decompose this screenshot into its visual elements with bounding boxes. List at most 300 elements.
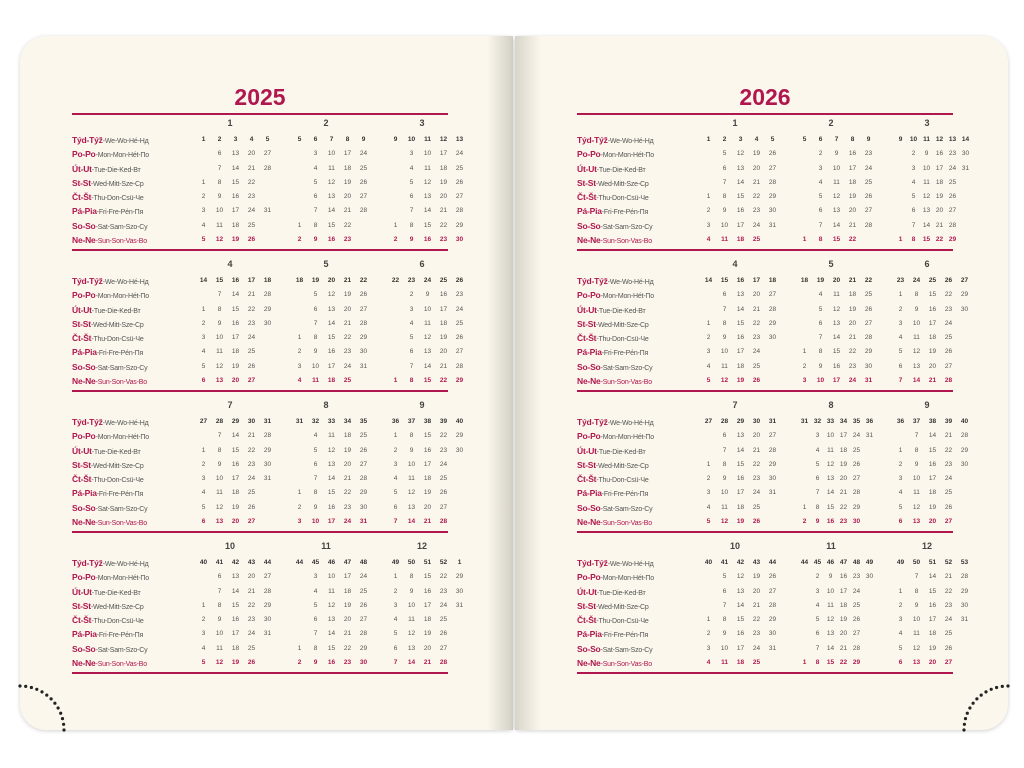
weekday-label <box>72 204 184 218</box>
day-cell: 12 <box>826 460 835 468</box>
day-cell: 19 <box>752 150 761 158</box>
day-cell <box>453 472 466 486</box>
day-cell: 6 <box>815 475 820 483</box>
day-cell: 26 <box>247 236 256 244</box>
weekday-label-primary: Po-Po <box>577 290 601 301</box>
day-cell: 20 <box>752 291 761 299</box>
weekday-label <box>72 345 184 359</box>
day-cell: 8 <box>914 587 919 595</box>
day-cell: 28 <box>944 377 953 385</box>
weekday-label-translations: -Thu-Don-Csü-Че <box>596 618 649 626</box>
week-number: 25 <box>439 277 448 284</box>
weekday-label-translations: -Thu-Don-Csü-Че <box>596 477 649 485</box>
month-number: 5 <box>323 259 329 269</box>
day-cell: 7 <box>217 587 222 595</box>
day-cell: 5 <box>201 659 206 667</box>
corner-dot <box>53 702 56 705</box>
day-cell: 29 <box>455 377 464 385</box>
week-number: 45 <box>311 559 320 566</box>
day-cell: 2 <box>706 630 711 638</box>
weekday-label-translations: -Tue-Die-Ked-Вт <box>596 448 646 456</box>
quarter-4 <box>577 538 969 679</box>
day-cell: 25 <box>359 432 368 440</box>
week-number: 32 <box>311 418 320 425</box>
day-cell: 3 <box>706 489 711 497</box>
weekday-label-translations: -Sun-Son-Vas-Во <box>95 379 147 387</box>
weekday-label-translations: -Fri-Fre-Pén-Пя <box>96 491 144 499</box>
day-cell: 1 <box>898 587 903 595</box>
day-cell <box>958 345 971 359</box>
day-cell <box>293 317 306 331</box>
day-cell: 17 <box>343 573 352 581</box>
day-cell: 22 <box>247 446 256 454</box>
day-cell: 3 <box>706 221 711 229</box>
day-cell: 13 <box>826 630 835 638</box>
day-cell: 26 <box>439 630 448 638</box>
day-cell: 18 <box>848 178 857 186</box>
week-number: 27 <box>960 277 969 284</box>
day-cell: 28 <box>439 659 448 667</box>
weekday-label-translations: -Tue-Die-Ked-Вт <box>596 307 646 315</box>
week-number: 44 <box>800 559 809 566</box>
day-cell: 21 <box>944 573 953 581</box>
day-cell: 17 <box>736 348 745 356</box>
day-cell: 21 <box>423 518 432 526</box>
day-cell: 14 <box>922 221 931 229</box>
day-cell: 10 <box>912 616 921 624</box>
day-cell: 18 <box>848 291 857 299</box>
day-cell: 21 <box>247 587 256 595</box>
day-cell: 31 <box>865 432 874 440</box>
day-cell: 8 <box>722 319 727 327</box>
day-cell: 5 <box>815 616 820 624</box>
day-cell: 8 <box>818 236 823 244</box>
day-cell <box>799 444 810 458</box>
day-cell <box>766 515 779 529</box>
week-number: 26 <box>944 277 953 284</box>
day-cell: 3 <box>409 150 414 158</box>
day-cell: 18 <box>423 475 432 483</box>
day-cell: 25 <box>359 587 368 595</box>
week-number: 51 <box>423 559 432 566</box>
weekday-label-primary: St-St <box>577 600 596 611</box>
day-cell: 6 <box>815 630 820 638</box>
day-cell <box>293 458 306 472</box>
day-cell: 13 <box>912 518 921 526</box>
week-number: 31 <box>800 418 809 425</box>
week-number: 18 <box>295 277 304 284</box>
day-cell: 8 <box>815 503 820 511</box>
day-cell: 9 <box>722 630 727 638</box>
day-cell <box>702 147 715 161</box>
day-cell: 25 <box>752 236 761 244</box>
day-cell: 16 <box>231 460 240 468</box>
day-cell: 25 <box>852 446 861 454</box>
week-number: 3 <box>233 136 238 143</box>
day-cell: 23 <box>752 475 761 483</box>
day-cell: 24 <box>948 164 957 172</box>
day-cell: 28 <box>864 221 873 229</box>
day-cell: 21 <box>343 475 352 483</box>
week-number: 47 <box>343 559 352 566</box>
day-cell: 26 <box>247 362 256 370</box>
day-cell <box>702 599 715 613</box>
day-cell: 23 <box>752 207 761 215</box>
weekday-label-translations: -Sat-Sam-Szo-Су <box>600 223 653 231</box>
year-block-1 <box>577 84 970 679</box>
weekday-label-translations: -Fri-Fre-Pén-Пя <box>601 350 649 358</box>
day-cell: 14 <box>231 291 240 299</box>
day-cell <box>702 444 715 458</box>
weekday-label-translations: -Thu-Don-Csü-Че <box>91 618 144 626</box>
day-cell: 13 <box>327 193 336 201</box>
day-cell: 22 <box>439 221 448 229</box>
day-cell: 20 <box>343 616 352 624</box>
day-cell: 20 <box>839 475 848 483</box>
day-cell: 26 <box>864 193 873 201</box>
day-cell: 13 <box>912 659 921 667</box>
weekday-label <box>577 190 689 204</box>
day-cell: 28 <box>960 432 969 440</box>
day-cell: 21 <box>343 319 352 327</box>
day-cell: 5 <box>898 503 903 511</box>
weekday-label <box>577 331 689 345</box>
day-cell: 18 <box>736 659 745 667</box>
quarter-3 <box>72 397 464 538</box>
day-cell: 2 <box>393 587 398 595</box>
day-cell: 11 <box>312 377 319 385</box>
day-cell: 19 <box>736 518 745 526</box>
day-cell: 3 <box>818 164 823 172</box>
day-cell: 25 <box>852 601 861 609</box>
day-cell: 28 <box>768 178 777 186</box>
day-cell <box>261 190 274 204</box>
day-grid <box>274 133 370 247</box>
day-cell: 18 <box>736 236 745 244</box>
day-cell <box>197 429 210 443</box>
month-number: 6 <box>419 259 425 269</box>
week-number: 4 <box>249 136 254 143</box>
day-cell: 22 <box>343 644 352 652</box>
day-cell: 2 <box>911 150 916 158</box>
week-number: 32 <box>813 418 822 425</box>
day-cell: 20 <box>423 644 432 652</box>
week-number: 44 <box>295 559 304 566</box>
day-cell: 7 <box>722 446 727 454</box>
day-cell: 2 <box>201 319 206 327</box>
day-cell: 13 <box>922 207 931 215</box>
weekday-label-translations: -Thu-Don-Csü-Че <box>91 336 144 344</box>
day-cell: 15 <box>928 446 937 454</box>
day-cell: 5 <box>722 573 727 581</box>
day-cell: 4 <box>706 503 711 511</box>
day-cell <box>958 374 971 388</box>
day-cell: 19 <box>928 644 937 652</box>
day-cell: 10 <box>423 305 432 313</box>
day-cell: 19 <box>752 573 761 581</box>
day-cell <box>197 570 210 584</box>
day-cell: 30 <box>455 236 464 244</box>
day-cell: 25 <box>439 475 448 483</box>
day-cell: 1 <box>706 193 711 201</box>
weekday-label-primary: Pá-Pia <box>577 206 602 217</box>
day-cell <box>799 429 810 443</box>
month-number: 3 <box>924 118 930 128</box>
week-number: 39 <box>944 418 953 425</box>
day-cell: 25 <box>439 616 448 624</box>
weekday-label-primary: Ne-Ne <box>577 658 601 669</box>
day-cell: 2 <box>802 362 807 370</box>
day-cell <box>389 162 402 176</box>
day-cell: 28 <box>768 446 777 454</box>
day-cell: 12 <box>832 193 841 201</box>
day-cell: 25 <box>455 164 464 172</box>
day-cell <box>958 472 971 486</box>
day-cell: 12 <box>912 644 921 652</box>
corner-dot <box>35 688 38 691</box>
weekday-label-primary: Čt-Št <box>72 192 92 203</box>
day-cell: 4 <box>313 587 318 595</box>
day-cell: 17 <box>736 489 745 497</box>
weekday-label-translations: -Mon-Mon-Hét-По <box>600 575 654 583</box>
day-cell: 11 <box>216 221 223 229</box>
day-cell <box>293 176 306 190</box>
day-cell: 9 <box>217 319 222 327</box>
day-cell: 15 <box>423 432 432 440</box>
day-cell: 29 <box>864 348 873 356</box>
day-cell: 22 <box>848 236 857 244</box>
day-cell <box>864 515 875 529</box>
weekday-label-primary: Čt-Št <box>72 333 92 344</box>
day-cell: 25 <box>864 291 873 299</box>
weekday-label <box>577 162 689 176</box>
quarter-2 <box>72 256 464 397</box>
day-cell: 28 <box>359 475 368 483</box>
day-cell: 21 <box>839 644 848 652</box>
day-grid <box>683 556 779 670</box>
day-cell: 23 <box>343 659 352 667</box>
day-cell: 28 <box>359 630 368 638</box>
day-cell: 21 <box>944 432 953 440</box>
day-cell <box>357 219 370 233</box>
day-cell: 30 <box>359 348 368 356</box>
day-cell: 21 <box>752 446 761 454</box>
day-cell: 14 <box>736 178 745 186</box>
weekday-label <box>577 570 689 584</box>
month-number: 11 <box>826 541 836 551</box>
day-cell: 14 <box>231 164 240 172</box>
month-10 <box>178 538 274 670</box>
month-5 <box>274 256 370 388</box>
day-cell <box>798 288 811 302</box>
weekday-label-primary: Týd-Týž <box>72 558 103 568</box>
day-cell: 3 <box>201 334 206 342</box>
week-number: 52 <box>944 559 953 566</box>
day-cell: 9 <box>818 362 823 370</box>
day-cell: 2 <box>898 601 903 609</box>
day-cell: 15 <box>832 236 841 244</box>
weekday-label-translations: -Sat-Sam-Szo-Су <box>95 646 148 654</box>
weekday-label-translations: -Mon-Mon-Hét-По <box>95 293 149 301</box>
day-cell: 10 <box>311 518 320 526</box>
day-cell: 14 <box>736 305 745 313</box>
corner-dot <box>972 702 975 705</box>
day-cell: 15 <box>231 178 240 186</box>
day-cell: 19 <box>439 334 448 342</box>
day-cell: 9 <box>722 207 727 215</box>
weekday-label-translations: -We-Wo-Hé-Нд <box>102 138 149 145</box>
day-cell: 5 <box>898 348 903 356</box>
day-cell: 25 <box>343 377 352 385</box>
day-cell: 4 <box>706 362 711 370</box>
weekday-label <box>577 288 689 302</box>
weekday-label <box>577 585 689 599</box>
week-number: 25 <box>928 277 937 284</box>
day-cell: 11 <box>827 446 834 454</box>
day-cell: 27 <box>439 503 448 511</box>
day-cell: 3 <box>297 518 302 526</box>
week-number: 8 <box>345 136 350 143</box>
weekday-label-primary: Po-Po <box>577 149 601 160</box>
day-cell: 2 <box>706 207 711 215</box>
day-cell: 15 <box>736 460 745 468</box>
day-cell <box>293 190 306 204</box>
weekday-label-translations: -Wed-Mitt-Sze-Ср <box>595 321 649 329</box>
day-grid <box>683 274 779 388</box>
day-cell: 18 <box>736 503 745 511</box>
day-cell: 18 <box>928 630 937 638</box>
day-cell: 30 <box>960 601 969 609</box>
week-number: 18 <box>263 277 272 284</box>
day-cell: 17 <box>928 616 937 624</box>
day-cell: 6 <box>722 587 727 595</box>
weekday-label-translations: -We-Wo-Hé-Нд <box>607 138 654 145</box>
quarter-3 <box>577 397 969 538</box>
corner-dots-decoration <box>954 676 1014 736</box>
right-page <box>515 36 1008 730</box>
day-grid <box>875 133 971 247</box>
week-number: 44 <box>263 559 272 566</box>
day-cell: 20 <box>848 319 857 327</box>
weekday-label <box>577 147 689 161</box>
week-number: 10 <box>407 136 416 143</box>
day-cell <box>389 288 402 302</box>
day-cell: 3 <box>706 644 711 652</box>
day-cell: 6 <box>313 193 318 201</box>
day-cell: 3 <box>898 319 903 327</box>
day-cell: 17 <box>439 150 448 158</box>
month-number: 12 <box>416 541 427 551</box>
day-cell: 6 <box>217 150 222 158</box>
day-cell: 9 <box>914 305 919 313</box>
day-cell: 26 <box>944 348 953 356</box>
day-cell: 19 <box>848 193 857 201</box>
corner-dot <box>62 728 65 731</box>
weekday-label-translations: -Wed-Mitt-Sze-Ср <box>595 180 649 188</box>
day-cell: 28 <box>455 207 464 215</box>
day-cell <box>261 219 274 233</box>
day-cell: 7 <box>217 291 222 299</box>
week-number: 29 <box>736 418 745 425</box>
day-cell <box>389 331 402 345</box>
day-cell: 26 <box>864 305 873 313</box>
month-6 <box>875 256 971 388</box>
weekday-label-primary: So-So <box>72 643 96 654</box>
day-cell: 12 <box>215 362 224 370</box>
day-cell: 31 <box>263 630 272 638</box>
day-cell: 30 <box>768 207 777 215</box>
week-number: 15 <box>720 277 729 284</box>
day-cell <box>798 190 811 204</box>
week-number: 40 <box>704 559 713 566</box>
weekday-label <box>72 556 184 570</box>
day-cell: 11 <box>408 616 415 624</box>
day-cell: 13 <box>832 319 841 327</box>
day-cell: 19 <box>928 348 937 356</box>
week-number: 10 <box>909 136 918 143</box>
weekday-label <box>577 415 689 429</box>
day-cell <box>958 486 971 500</box>
day-cell <box>799 486 810 500</box>
day-cell: 16 <box>935 150 944 158</box>
day-cell: 18 <box>423 616 432 624</box>
day-cell: 3 <box>201 475 206 483</box>
day-cell: 9 <box>313 348 318 356</box>
day-cell: 28 <box>768 601 777 609</box>
weekday-label-translations: -Thu-Don-Csü-Че <box>596 195 649 203</box>
day-cell: 20 <box>439 348 448 356</box>
day-cell: 7 <box>898 377 903 385</box>
weekday-label <box>72 458 184 472</box>
weekday-label-primary: St-St <box>72 318 91 329</box>
weekday-label-translations: -Sun-Son-Vas-Во <box>95 661 147 669</box>
weekday-label-translations: -Sat-Sam-Szo-Су <box>600 646 653 654</box>
day-cell: 22 <box>839 659 848 667</box>
weekday-label-primary: Čt-Št <box>577 192 597 203</box>
day-cell: 24 <box>852 587 861 595</box>
day-cell: 14 <box>327 475 336 483</box>
day-cell: 13 <box>327 305 336 313</box>
day-cell: 24 <box>944 475 953 483</box>
day-cell: 23 <box>752 334 761 342</box>
weekday-label <box>72 133 184 147</box>
quarters <box>72 115 464 679</box>
day-cell: 20 <box>935 207 944 215</box>
month-number: 7 <box>227 400 233 410</box>
day-cell <box>261 345 274 359</box>
weekday-label-translations: -Mon-Mon-Hét-По <box>600 152 654 160</box>
day-cell: 8 <box>409 377 414 385</box>
week-number: 43 <box>247 559 256 566</box>
day-cell: 7 <box>722 305 727 313</box>
weekday-label <box>72 613 184 627</box>
weekday-label-primary: Ne-Ne <box>72 376 96 387</box>
week-number: 33 <box>826 418 835 425</box>
weekday-label <box>577 303 689 317</box>
week-number: 22 <box>359 277 368 284</box>
weekday-label <box>72 288 184 302</box>
day-cell: 24 <box>852 432 861 440</box>
day-cell: 22 <box>247 178 256 186</box>
day-grid <box>370 133 466 247</box>
day-cell: 18 <box>231 489 240 497</box>
weekday-label-translations: -Mon-Mon-Hét-По <box>600 434 654 442</box>
weekday-label-translations: -Fri-Fre-Pén-Пя <box>601 632 649 640</box>
weekday-label-primary: Po-Po <box>72 149 96 160</box>
day-cell: 1 <box>393 221 398 229</box>
day-cell: 1 <box>297 489 302 497</box>
month-8 <box>779 397 875 529</box>
